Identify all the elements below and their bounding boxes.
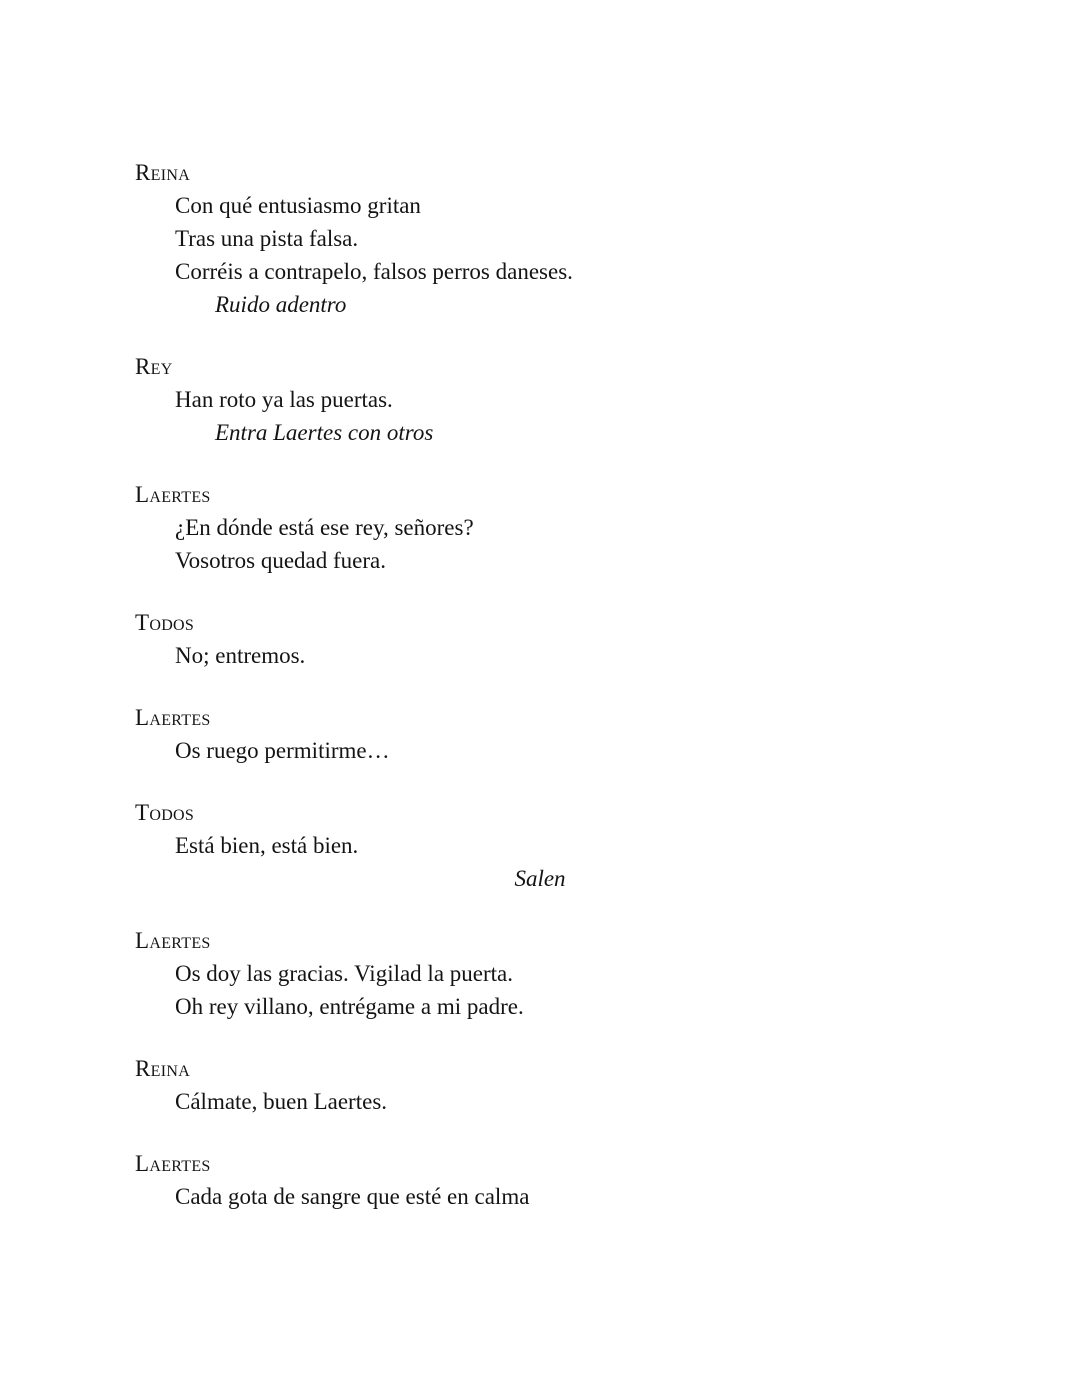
speaker-name: Reina [135, 1056, 191, 1081]
speech-block [135, 156, 945, 321]
dialogue-line: Cada gota de sangre que esté en calma [175, 1184, 530, 1209]
dialogue-line: Está bien, está bien. [175, 833, 359, 858]
speech-block [135, 796, 945, 895]
speech-block [135, 1052, 945, 1118]
speech-block [135, 478, 945, 577]
speech-block [135, 1147, 945, 1213]
speaker-name: Laertes [135, 1151, 211, 1176]
speaker-name: Todos [135, 800, 195, 825]
speaker-name: Reina [135, 160, 191, 185]
stage-direction: Entra Laertes con otros [215, 420, 434, 445]
stage-direction: Salen [514, 866, 566, 891]
dialogue-line: Oh rey villano, entrégame a mi padre. [175, 994, 524, 1019]
speaker-name: Laertes [135, 928, 211, 953]
dialogue-line: Tras una pista falsa. [175, 226, 359, 251]
dialogue-line: ¿En dónde está ese rey, señores? [175, 515, 474, 540]
speaker-name: Rey [135, 354, 173, 379]
speech-block [135, 606, 945, 672]
dialogue-line: No; entremos. [175, 643, 306, 668]
dialogue-line: Han roto ya las puertas. [175, 387, 393, 412]
speaker-name: Laertes [135, 482, 211, 507]
dialogue-line: Os ruego permitirme… [175, 738, 390, 763]
speech-block [135, 924, 945, 1023]
dialogue-line: Vosotros quedad fuera. [175, 548, 386, 573]
dialogue-line: Corréis a contrapelo, falsos perros daneses. [175, 259, 573, 284]
dialogue-line: Con qué entusiasmo gritan [175, 193, 421, 218]
dialogue-line: Os doy las gracias. Vigilad la puerta. [175, 961, 513, 986]
dialogue-line: Cálmate, buen Laertes. [175, 1089, 388, 1114]
speech-block [135, 701, 945, 767]
speech-block [135, 350, 945, 449]
speaker-name: Laertes [135, 705, 211, 730]
stage-direction: Ruido adentro [215, 292, 347, 317]
speaker-name: Todos [135, 610, 195, 635]
